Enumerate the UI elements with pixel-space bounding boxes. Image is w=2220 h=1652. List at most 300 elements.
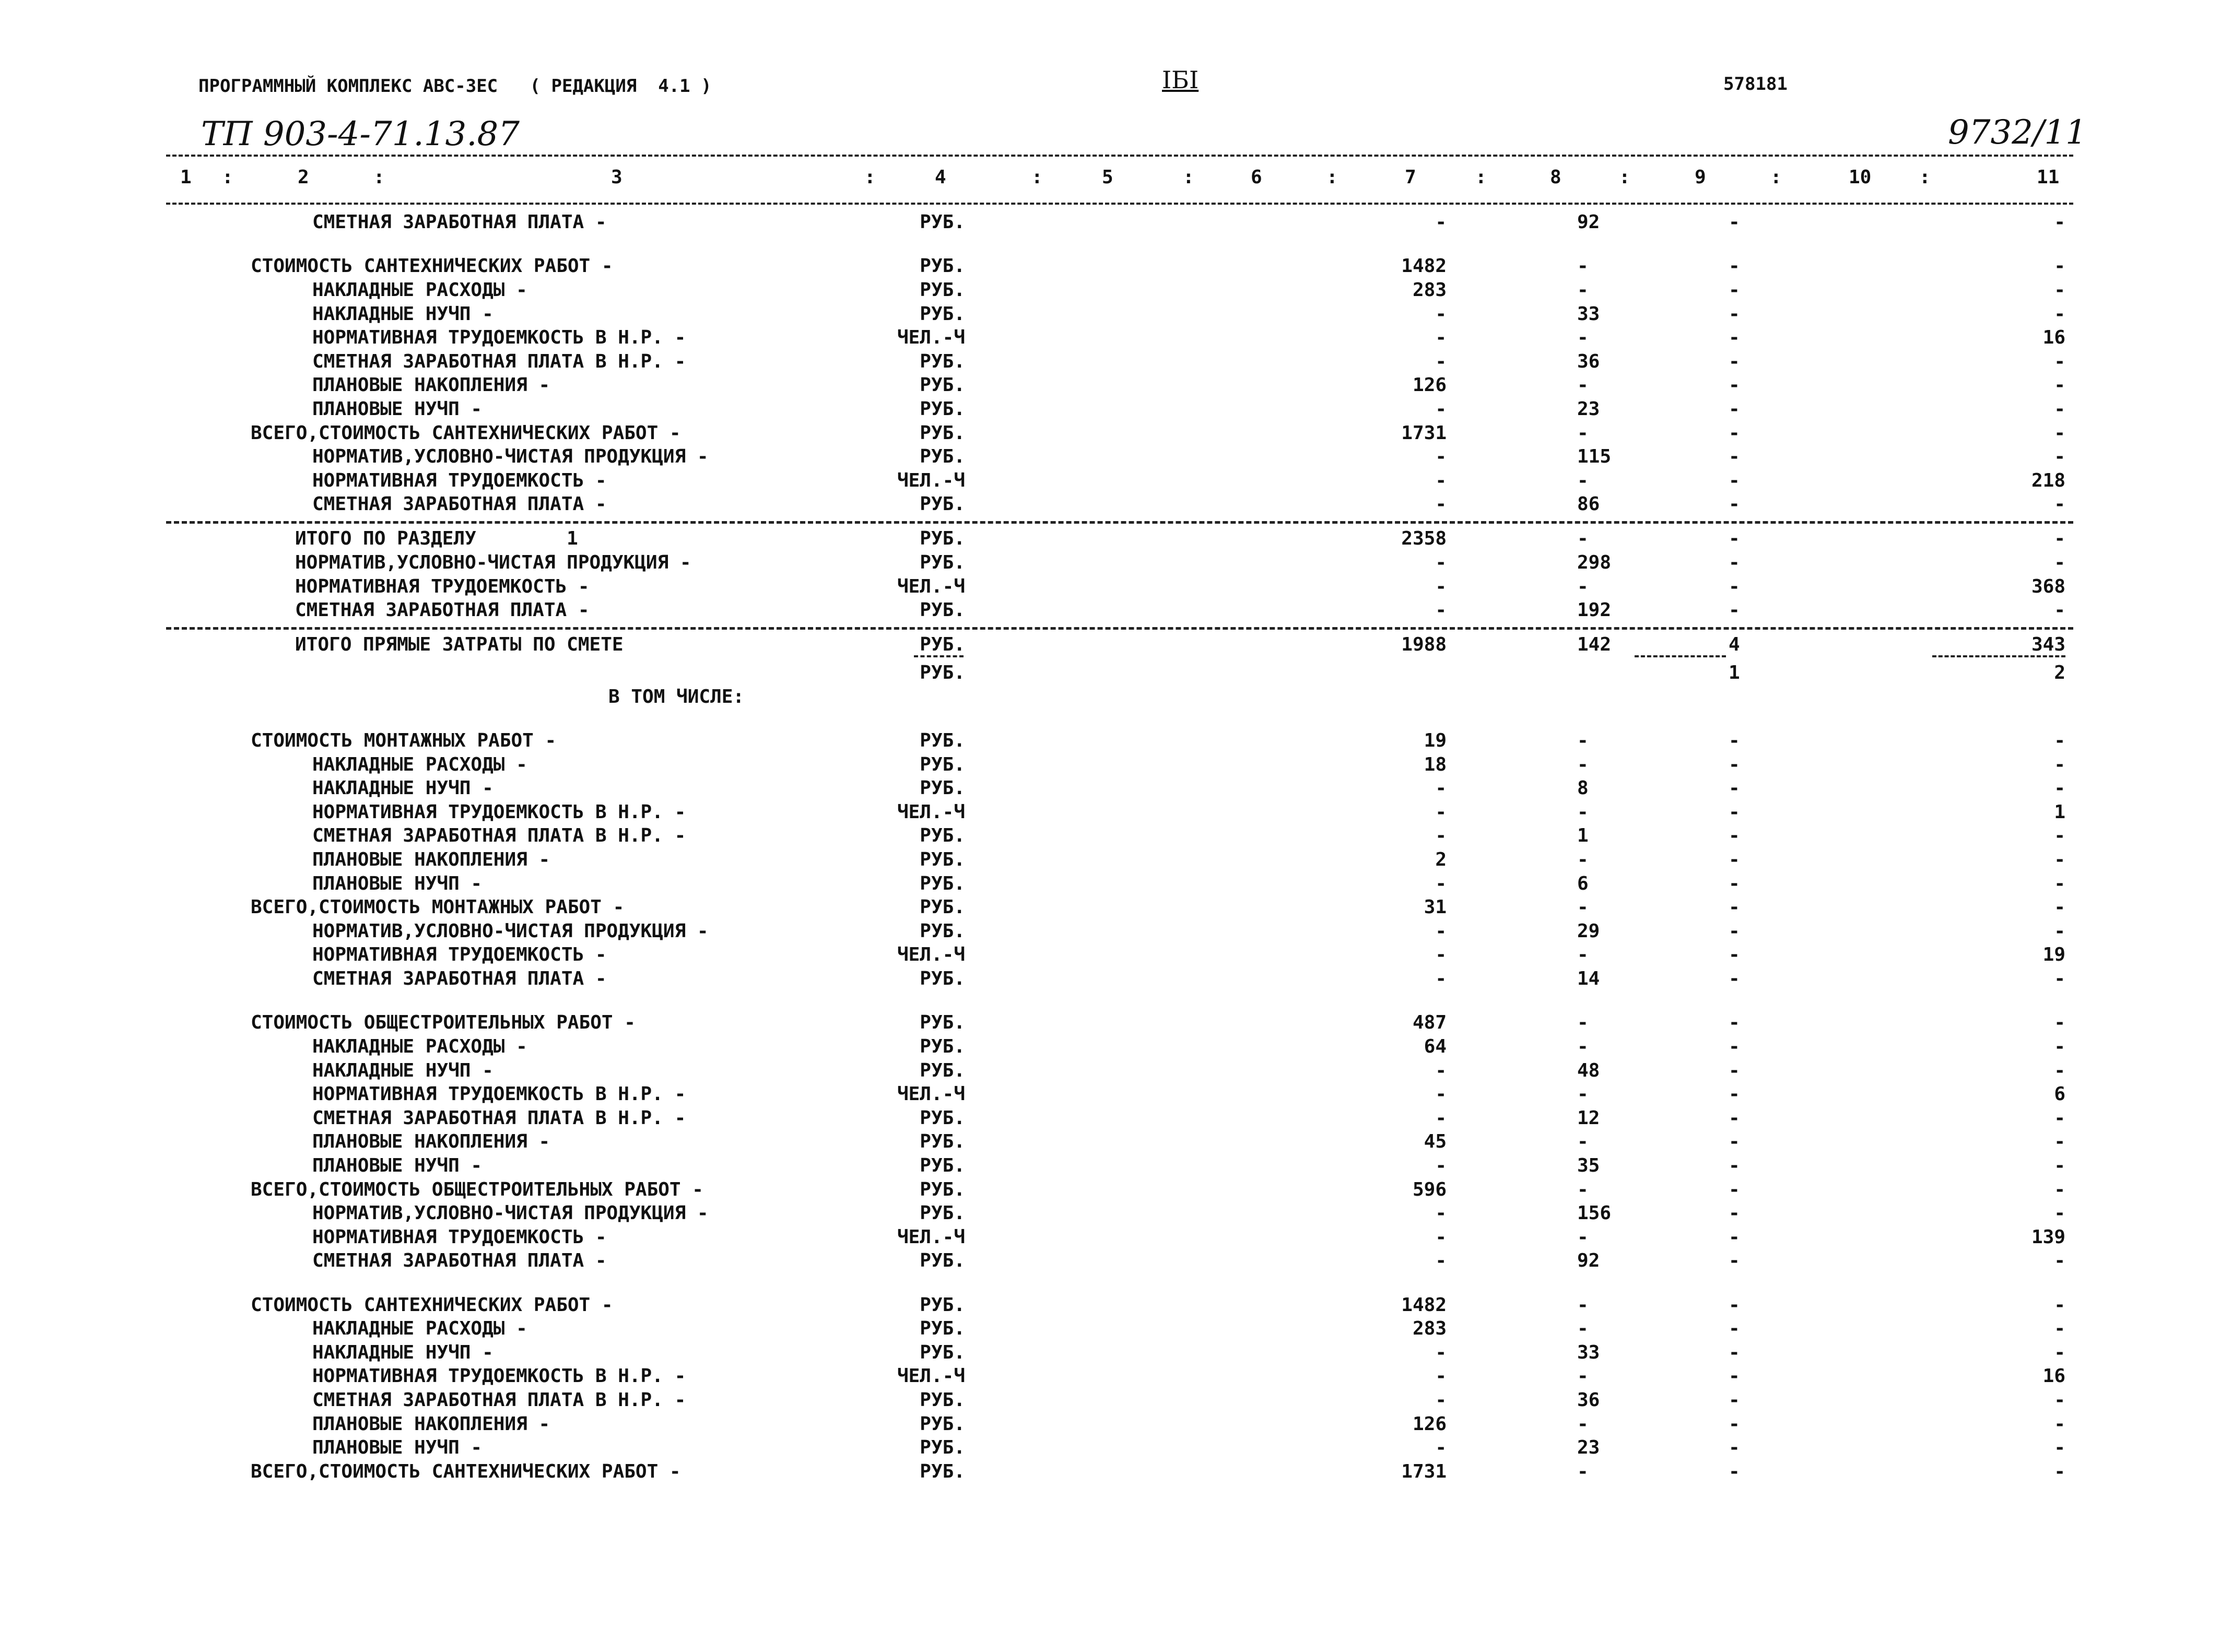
row-value-col7: - [1435,493,1447,515]
document-reference-underline [166,155,2073,157]
row-value-col11: - [2054,1059,2065,1081]
row-value-col11: 343 [2031,634,2065,656]
row-value-col9: - [1729,1365,1740,1387]
column-number-1: 1 [180,167,192,188]
row-value-col7: 31 [1424,896,1447,918]
column-number-10: 10 [1849,167,1872,188]
row-value-col8: - [1577,279,1589,301]
row-value-col7: - [1435,575,1447,597]
row-value-col11: - [2054,1341,2065,1363]
row-value-col11: - [2054,729,2065,751]
row-unit: РУБ. [920,1154,965,1176]
row-value-col8: - [1577,1035,1589,1057]
row-value-col9: 4 [1729,634,1740,656]
row-label: ВСЕГО,СТОИМОСТЬ МОНТАЖНЫХ РАБОТ - [251,896,625,918]
row-value-col8: - [1577,1413,1589,1435]
row-value-col8: 156 [1577,1202,1612,1224]
row-value-col8: 6 [1577,872,1589,894]
row-label: СМЕТНАЯ ЗАРАБОТНАЯ ПЛАТА - [312,967,607,989]
row-value-col7: 1988 [1401,634,1447,656]
row-value-col8: 115 [1577,446,1612,468]
row-value-col11: - [2054,279,2065,301]
row-unit: ЧЕЛ.-Ч [897,469,965,491]
row-value-col9: - [1729,599,1740,621]
row-value-col7: 1482 [1401,255,1447,277]
row-value-col8: - [1577,729,1589,751]
program-title: ПРОГРАММНЫЙ КОМПЛЕКС АВС-ЗЕС ( РЕДАКЦИЯ 4.1 ) [198,76,712,97]
row-value-col9: - [1729,872,1740,894]
row-label: НАКЛАДНЫЕ РАСХОДЫ - [312,1318,527,1340]
row-value-col9: - [1729,446,1740,468]
row-value-col11: - [2054,896,2065,918]
row-value-col8: 36 [1577,350,1600,372]
row-unit: РУБ. [920,920,965,942]
row-value-col8: 14 [1577,967,1600,989]
row-label: ПЛАНОВЫЕ НУЧП - [312,398,483,420]
row-label: ПЛАНОВЫЕ НУЧП - [312,872,483,894]
section-caption: В ТОМ ЧИСЛЕ: [608,686,745,707]
subtotal-underline [914,655,964,657]
row-unit: РУБ. [920,777,965,799]
row-unit: РУБ. [920,255,965,277]
row-value-col7: - [1435,350,1447,372]
row-value-col7: 1731 [1401,1460,1447,1482]
row-value-col9: - [1729,1226,1740,1248]
row-value-col11: 139 [2031,1226,2065,1248]
row-value-col7: 126 [1412,1413,1447,1435]
row-value-col11: 16 [2042,1365,2065,1387]
row-label: НОРМАТИВ,УСЛОВНО-ЧИСТАЯ ПРОДУКЦИЯ - [295,552,691,574]
row-unit: РУБ. [920,374,965,396]
row-label: ВСЕГО,СТОИМОСТЬ САНТЕХНИЧЕСКИХ РАБОТ - [251,1460,681,1482]
row-value-col11: - [2054,1131,2065,1153]
row-value-col11: - [2054,446,2065,468]
row-value-col7: - [1435,1107,1447,1129]
row-label: СТОИМОСТЬ САНТЕХНИЧЕСКИХ РАБОТ - [251,1294,613,1316]
row-unit: ЧЕЛ.-Ч [897,575,965,597]
subtotal-underline [1932,655,2065,657]
row-value-col11: - [2054,493,2065,515]
column-number-11: 11 [2037,167,2060,188]
row-unit: РУБ. [920,1107,965,1129]
row-value-col8: - [1577,753,1589,775]
row-value-col9: - [1729,1460,1740,1482]
column-number-4: 4 [935,167,946,188]
row-value-col9: - [1729,848,1740,870]
row-label: ВСЕГО,СТОИМОСТЬ САНТЕХНИЧЕСКИХ РАБОТ - [251,422,681,444]
row-label: НАКЛАДНЫЕ РАСХОДЫ - [312,1035,527,1057]
row-value-col9: - [1729,422,1740,444]
row-value-col7: - [1435,599,1447,621]
row-value-col9: - [1729,1059,1740,1081]
row-value-col8: - [1577,801,1589,823]
row-value-col8: - [1577,327,1589,349]
row-value-col11: - [2054,599,2065,621]
row-value-col7: - [1435,1083,1447,1105]
row-unit: РУБ. [920,552,965,574]
row-value-col11: 19 [2042,944,2065,966]
row-value-col11: - [2054,255,2065,277]
row-unit: РУБ. [920,662,965,683]
row-value-col11: - [2054,1178,2065,1200]
row-value-col7: - [1435,469,1447,491]
row-value-col9: - [1729,1083,1740,1105]
row-value-col7: 64 [1424,1035,1447,1057]
row-value-col7: - [1435,777,1447,799]
row-value-col11: 368 [2031,575,2065,597]
row-unit: ЧЕЛ.-Ч [897,327,965,349]
row-value-col7: 1731 [1401,422,1447,444]
row-unit: РУБ. [920,825,965,847]
row-value-col11: - [2054,920,2065,942]
row-value-col7: 487 [1412,1012,1447,1034]
row-unit: РУБ. [920,350,965,372]
row-label: СТОИМОСТЬ ОБЩЕСТРОИТЕЛЬНЫХ РАБОТ - [251,1012,636,1034]
row-value-col9: - [1729,211,1740,233]
row-unit: РУБ. [920,1202,965,1224]
row-label: СМЕТНАЯ ЗАРАБОТНАЯ ПЛАТА - [312,493,607,515]
row-value-col8: 23 [1577,1437,1600,1459]
row-unit: РУБ. [920,1012,965,1034]
row-value-col11: - [2054,967,2065,989]
row-value-col7: - [1435,1437,1447,1459]
row-unit: ЧЕЛ.-Ч [897,1083,965,1105]
row-label: НАКЛАДНЫЕ РАСХОДЫ - [312,279,527,301]
row-value-col9: - [1729,944,1740,966]
row-value-col11: - [2054,753,2065,775]
row-value-col9: - [1729,398,1740,420]
column-number-3: 3 [611,167,622,188]
row-value-col9: - [1729,1035,1740,1057]
row-value-col8: - [1577,1318,1589,1340]
row-unit: РУБ. [920,1389,965,1411]
row-value-col8: 48 [1577,1059,1600,1081]
row-value-col8: 86 [1577,493,1600,515]
row-value-col9: - [1729,528,1740,550]
row-value-col11: - [2054,350,2065,372]
row-value-col8: 35 [1577,1154,1600,1176]
row-unit: РУБ. [920,753,965,775]
row-value-col8: - [1577,1083,1589,1105]
row-label: ПЛАНОВЫЕ НУЧП - [312,1437,483,1459]
document-code: 578181 [1723,74,1788,95]
row-value-col7: - [1435,1250,1447,1272]
row-unit: РУБ. [920,1437,965,1459]
row-value-col9: - [1729,1413,1740,1435]
row-value-col8: - [1577,1178,1589,1200]
row-value-col11: - [2054,1437,2065,1459]
row-label: НОРМАТИВНАЯ ТРУДОЕМКОСТЬ В Н.Р. - [312,801,686,823]
row-value-col9: - [1729,1178,1740,1200]
row-value-col9: - [1729,753,1740,775]
row-unit: РУБ. [920,1318,965,1340]
row-label: НАКЛАДНЫЕ РАСХОДЫ - [312,753,527,775]
row-value-col9: - [1729,552,1740,574]
row-label: НАКЛАДНЫЕ НУЧП - [312,1341,494,1363]
row-unit: РУБ. [920,528,965,550]
row-label: НАКЛАДНЫЕ НУЧП - [312,777,494,799]
row-unit: РУБ. [920,1059,965,1081]
row-value-col11: - [2054,1107,2065,1129]
row-unit: ЧЕЛ.-Ч [897,944,965,966]
row-value-col7: - [1435,1226,1447,1248]
row-value-col9: - [1729,327,1740,349]
column-number-2: 2 [298,167,309,188]
row-label: НОРМАТИВ,УСЛОВНО-ЧИСТАЯ ПРОДУКЦИЯ - [312,920,709,942]
row-value-col11: - [2054,1035,2065,1057]
row-value-col7: 18 [1424,753,1447,775]
column-separator: : [222,167,233,188]
row-value-col8: - [1577,575,1589,597]
section-rule [166,521,2073,524]
row-value-col9: - [1729,1154,1740,1176]
row-value-col7: 283 [1412,279,1447,301]
row-value-col8: - [1577,1460,1589,1482]
row-label: СМЕТНАЯ ЗАРАБОТНАЯ ПЛАТА В Н.Р. - [312,825,686,847]
row-value-col7: - [1435,1341,1447,1363]
row-value-col9: 1 [1729,662,1740,683]
row-value-col7: - [1435,1365,1447,1387]
row-value-col7: - [1435,211,1447,233]
row-value-col11: - [2054,1389,2065,1411]
row-unit: РУБ. [920,422,965,444]
row-value-col9: - [1729,1202,1740,1224]
row-unit: РУБ. [920,599,965,621]
row-value-col9: - [1729,575,1740,597]
row-value-col9: - [1729,350,1740,372]
row-value-col9: - [1729,896,1740,918]
row-value-col9: - [1729,303,1740,325]
row-value-col8: 12 [1577,1107,1600,1129]
row-label: ВСЕГО,СТОИМОСТЬ ОБЩЕСТРОИТЕЛЬНЫХ РАБОТ - [251,1178,703,1200]
document-reference: ТП 903-4-71.13.87 [201,115,520,154]
row-value-col9: - [1729,1012,1740,1034]
row-label: НОРМАТИВНАЯ ТРУДОЕМКОСТЬ - [312,469,607,491]
row-value-col7: 2358 [1401,528,1447,550]
row-value-col8: - [1577,848,1589,870]
row-label: СМЕТНАЯ ЗАРАБОТНАЯ ПЛАТА - [295,599,590,621]
row-unit: РУБ. [920,1294,965,1316]
row-label: НОРМАТИВ,УСЛОВНО-ЧИСТАЯ ПРОДУКЦИЯ - [312,1202,709,1224]
row-value-col11: - [2054,398,2065,420]
row-value-col11: - [2054,1413,2065,1435]
row-value-col11: 6 [2054,1083,2065,1105]
column-number-6: 6 [1251,167,1262,188]
column-separator: : [1770,167,1782,188]
row-value-col11: - [2054,303,2065,325]
row-unit: ЧЕЛ.-Ч [897,801,965,823]
row-value-col9: - [1729,493,1740,515]
row-unit: РУБ. [920,446,965,468]
row-value-col8: 36 [1577,1389,1600,1411]
column-separator: : [1619,167,1630,188]
row-value-col9: - [1729,729,1740,751]
row-unit: РУБ. [920,967,965,989]
row-value-col11: - [2054,1154,2065,1176]
row-value-col11: 1 [2054,801,2065,823]
row-label: ИТОГО ПРЯМЫЕ ЗАТРАТЫ ПО СМЕТЕ [295,634,624,656]
row-value-col11: - [2054,374,2065,396]
column-separator: : [1031,167,1043,188]
row-value-col9: - [1729,1318,1740,1340]
row-unit: РУБ. [920,1341,965,1363]
row-label: СТОИМОСТЬ МОНТАЖНЫХ РАБОТ - [251,729,557,751]
row-label: ПЛАНОВЫЕ НАКОПЛЕНИЯ - [312,1131,550,1153]
column-separator: : [373,167,385,188]
row-value-col7: 126 [1412,374,1447,396]
column-separator: : [1919,167,1931,188]
row-label: НОРМАТИВНАЯ ТРУДОЕМКОСТЬ - [295,575,590,597]
row-value-col9: - [1729,1437,1740,1459]
row-value-col7: 45 [1424,1131,1447,1153]
column-number-9: 9 [1695,167,1706,188]
row-value-col7: 283 [1412,1318,1447,1340]
row-value-col8: 298 [1577,552,1612,574]
row-value-col11: - [2054,825,2065,847]
row-value-col8: - [1577,1365,1589,1387]
row-value-col9: - [1729,967,1740,989]
row-value-col8: - [1577,528,1589,550]
row-label: СТОИМОСТЬ САНТЕХНИЧЕСКИХ РАБОТ - [251,255,613,277]
row-unit: РУБ. [920,729,965,751]
row-unit: РУБ. [920,1035,965,1057]
row-value-col8: 23 [1577,398,1600,420]
row-unit: РУБ. [920,398,965,420]
row-value-col7: - [1435,398,1447,420]
row-value-col9: - [1729,1389,1740,1411]
row-value-col8: - [1577,469,1589,491]
column-header-row [0,168,2220,189]
row-value-col7: - [1435,825,1447,847]
column-number-5: 5 [1102,167,1113,188]
row-value-col11: - [2054,1460,2065,1482]
row-value-col8: 8 [1577,777,1589,799]
row-value-col9: - [1729,801,1740,823]
row-value-col7: - [1435,1389,1447,1411]
column-number-8: 8 [1550,167,1561,188]
row-value-col11: - [2054,1202,2065,1224]
page-number: IБI [1162,66,1199,94]
row-unit: РУБ. [920,1413,965,1435]
column-separator: : [1475,167,1487,188]
row-unit: РУБ. [920,279,965,301]
row-label: ПЛАНОВЫЕ НАКОПЛЕНИЯ - [312,1413,550,1435]
row-unit: РУБ. [920,848,965,870]
row-value-col8: 192 [1577,599,1612,621]
row-value-col8: - [1577,944,1589,966]
row-value-col7: - [1435,1059,1447,1081]
row-value-col8: 92 [1577,211,1600,233]
row-value-col11: - [2054,777,2065,799]
row-value-col9: - [1729,1341,1740,1363]
row-unit: РУБ. [920,1250,965,1272]
row-value-col8: 1 [1577,825,1589,847]
row-value-col11: - [2054,552,2065,574]
row-value-col9: - [1729,1294,1740,1316]
row-value-col11: - [2054,848,2065,870]
row-label: СМЕТНАЯ ЗАРАБОТНАЯ ПЛАТА В Н.Р. - [312,1107,686,1129]
row-value-col11: - [2054,422,2065,444]
subtotal-underline [1635,655,1726,657]
row-value-col8: - [1577,896,1589,918]
row-label: НОРМАТИВНАЯ ТРУДОЕМКОСТЬ В Н.Р. - [312,327,686,349]
row-value-col7: - [1435,303,1447,325]
row-label: ПЛАНОВЫЕ НУЧП - [312,1154,483,1176]
row-unit: ЧЕЛ.-Ч [897,1226,965,1248]
row-value-col9: - [1729,825,1740,847]
row-value-col7: - [1435,446,1447,468]
row-label: СМЕТНАЯ ЗАРАБОТНАЯ ПЛАТА В Н.Р. - [312,1389,686,1411]
row-label: СМЕТНАЯ ЗАРАБОТНАЯ ПЛАТА В Н.Р. - [312,350,686,372]
row-label: НОРМАТИВНАЯ ТРУДОЕМКОСТЬ В Н.Р. - [312,1365,686,1387]
row-value-col7: - [1435,872,1447,894]
row-value-col7: - [1435,944,1447,966]
row-value-col8: 92 [1577,1250,1600,1272]
row-value-col11: - [2054,1318,2065,1340]
row-value-col8: - [1577,255,1589,277]
row-unit: РУБ. [920,634,965,656]
row-value-col7: - [1435,1202,1447,1224]
row-label: ПЛАНОВЫЕ НАКОПЛЕНИЯ - [312,374,550,396]
row-value-col8: - [1577,1226,1589,1248]
row-value-col8: 33 [1577,1341,1600,1363]
row-value-col7: 19 [1424,729,1447,751]
section-rule [166,627,2073,630]
row-value-col11: - [2054,1294,2065,1316]
row-value-col11: - [2054,872,2065,894]
row-value-col7: - [1435,552,1447,574]
row-value-col9: - [1729,1131,1740,1153]
row-value-col7: - [1435,920,1447,942]
row-unit: РУБ. [920,872,965,894]
row-value-col9: - [1729,920,1740,942]
row-label: СМЕТНАЯ ЗАРАБОТНАЯ ПЛАТА - [312,211,607,233]
row-value-col11: 2 [2054,662,2065,683]
row-value-col8: - [1577,422,1589,444]
row-value-col11: - [2054,1250,2065,1272]
row-unit: РУБ. [920,1460,965,1482]
row-value-col7: - [1435,801,1447,823]
column-separator: : [864,167,876,188]
row-unit: РУБ. [920,896,965,918]
row-value-col9: - [1729,255,1740,277]
row-unit: ЧЕЛ.-Ч [897,1365,965,1387]
row-unit: РУБ. [920,303,965,325]
row-label: НОРМАТИВНАЯ ТРУДОЕМКОСТЬ - [312,1226,607,1248]
row-value-col9: - [1729,777,1740,799]
row-label: НОРМАТИВНАЯ ТРУДОЕМКОСТЬ - [312,944,607,966]
row-label: НАКЛАДНЫЕ НУЧП - [312,1059,494,1081]
row-value-col8: 33 [1577,303,1600,325]
row-unit: РУБ. [920,211,965,233]
row-value-col7: - [1435,327,1447,349]
row-value-col9: - [1729,469,1740,491]
row-value-col11: - [2054,1012,2065,1034]
row-unit: РУБ. [920,1131,965,1153]
row-value-col9: - [1729,374,1740,396]
row-value-col7: 2 [1435,848,1447,870]
document-number: 9732/11 [1948,113,2087,152]
row-unit: РУБ. [920,493,965,515]
column-separator: : [1183,167,1194,188]
row-value-col8: 142 [1577,634,1612,656]
row-value-col11: 16 [2042,327,2065,349]
row-value-col8: - [1577,374,1589,396]
row-label: НАКЛАДНЫЕ НУЧП - [312,303,494,325]
row-value-col9: - [1729,279,1740,301]
row-label: ПЛАНОВЫЕ НАКОПЛЕНИЯ - [312,848,550,870]
row-label: НОРМАТИВ,УСЛОВНО-ЧИСТАЯ ПРОДУКЦИЯ - [312,446,709,468]
